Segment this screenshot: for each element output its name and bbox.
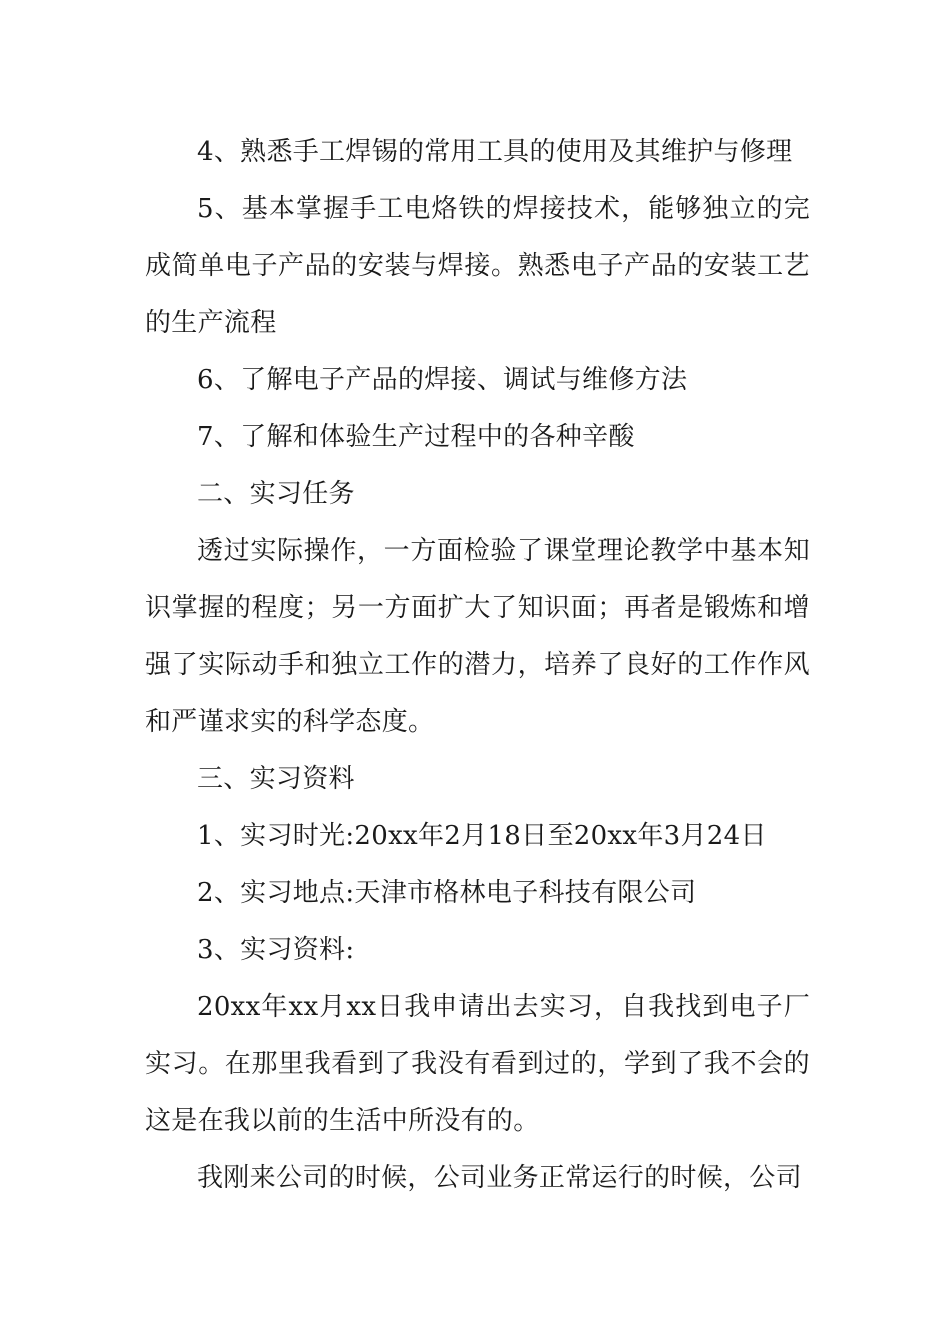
section-heading-tasks: 二、实习任务 — [197, 479, 355, 509]
list-item-4: 4、熟悉手工焊锡的常用工具的使用及其维护与修理 — [197, 137, 793, 167]
list-item-6: 6、了解电子产品的焊接、调试与维修方法 — [197, 365, 688, 395]
body-paragraph: 20xx年xx月xx日我申请出去实习，自我找到电子厂实习。在那里我看到了我没有看到过的，学到了我不会的这是在我以前的生活中所没有的。 — [145, 992, 810, 1136]
materials-item-location: 2、实习地点:天津市格林电子科技有限公司 — [197, 878, 697, 908]
document-body — [145, 124, 810, 1207]
list-item-5: 5、基本掌握手工电烙铁的焊接技术，能够独立的完成简单电子产品的安装与焊接。熟悉电子产品的安装工艺的生产流程 — [145, 194, 810, 338]
materials-item-content: 3、实习资料: — [197, 935, 355, 965]
body-paragraph: 我刚来公司的时候，公司业务正常运行的时候，公司 — [197, 1163, 802, 1193]
section-heading-materials: 三、实习资料 — [197, 764, 355, 794]
materials-item-time: 1、实习时光:20xx年2月18日至20xx年3月24日 — [197, 821, 767, 851]
list-item-7: 7、了解和体验生产过程中的各种辛酸 — [197, 422, 635, 452]
tasks-paragraph: 透过实际操作，一方面检验了课堂理论教学中基本知识掌握的程度；另一方面扩大了知识面；再者是锻炼和增强了实际动手和独立工作的潜力，培养了良好的工作作风和严谨求实的科学态度。 — [145, 536, 810, 737]
